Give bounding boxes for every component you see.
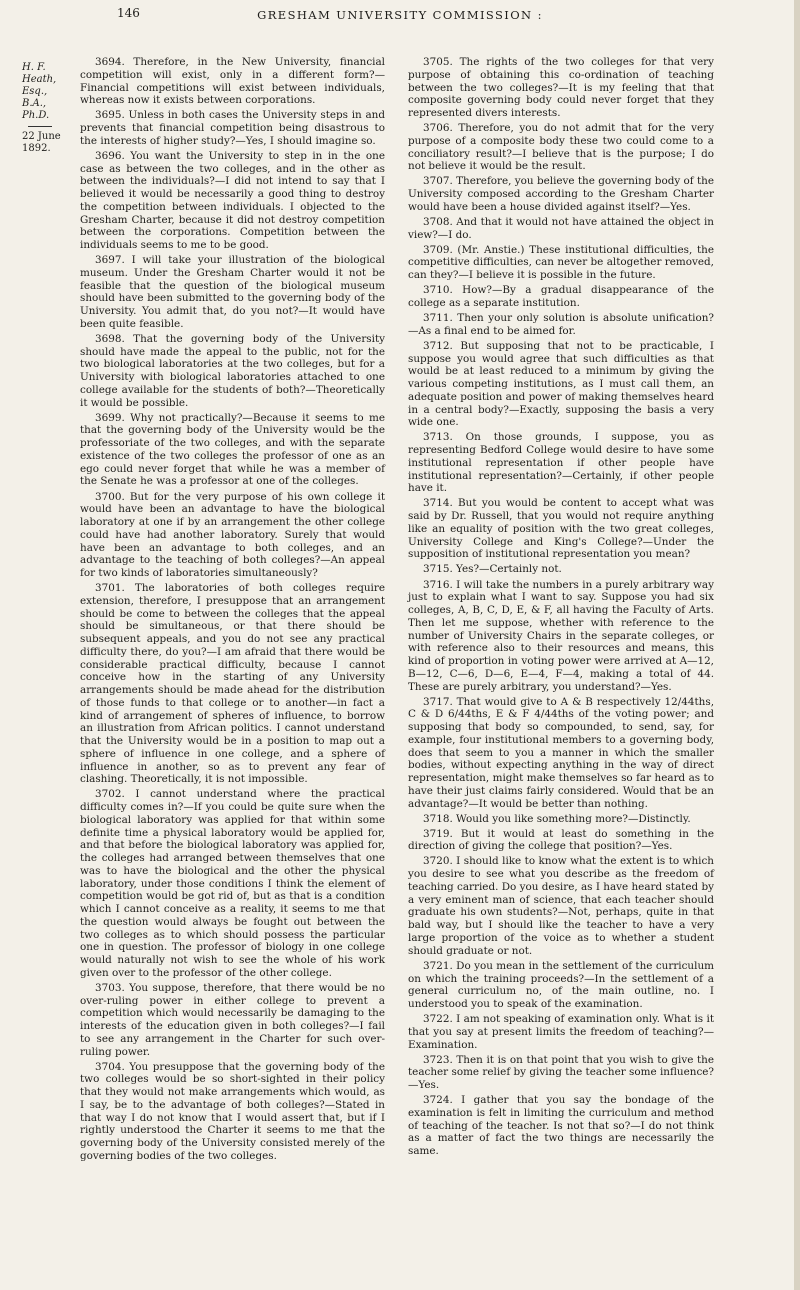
paragraph-3718: 3718. Would you like something more?—Distinctly. <box>423 812 691 825</box>
left-column <box>80 56 385 1165</box>
paragraph-3723: 3723. Then it is on that point that you wish to give the teacher some relief by giving the teacher some influence?—Yes. <box>408 1053 714 1092</box>
paragraph-3720: 3720. I should like to know what the extent is to which you desire to see what you describe as the freedom of teaching carried. Do you desire, as I have heard stated by a very eminent man of science, that each teacher should graduate his own students?—Not, perhaps, quite in that bald way, but I should like the teacher to have a very large proportion of the voice as to whether a student should graduate or not. <box>408 855 714 957</box>
paragraph-3710: 3710. How?—By a gradual disappearance of the college as a separate institution. <box>408 284 714 309</box>
paragraph-3697: 3697. I will take your illustration of the biological museum. Under the Gresham Charter would it not be feasible that the question of the biological museum should have been submitted to the governing body of the University. You admit that, do you not?—It would have been quite feasible. <box>80 254 385 330</box>
paragraph-3702: 3702. I cannot understand where the practical difficulty comes in?—If you could be quite sure when the biological laboratory was applied for that within some definite time a physical laboratory would be applied for, and that before the biological laboratory was applied for, the colleges had arranged between themselves that one was to have the biological and the other the physical laboratory, under those conditions I think the element of competition would be got rid of, but as that is a condition which I cannot conceive as a reality, it seems to me that the question would always be fought out between the two colleges as to which should possess the particular one in question. The professor of biology in one college would naturally not wish to see the whole of his work given over to the professor of the other college. <box>80 788 385 979</box>
paragraph-3704: 3704. You presuppose that the governing body of the two colleges would be so short-sighted in their policy that they would not make arrangements which would, as I say, be to the advantage of both colleges?—Stated in that way I do not know that I would assert that, but if I rightly understood the Charter it seems to me that the governing body of the University consisted merely of the governing bodies of the two colleges. <box>80 1060 385 1162</box>
paragraph-3696: 3696. You want the University to step in in the one case as between the two colleges, and in the other as between the individuals?—I did not intend to say that I believed it would be necessarily a good thing to destroy the competition between individuals. I objected to the Gresham Charter, because it did not destroy competition between the corporations. Competition between the individuals seems to me to be good. <box>80 149 385 252</box>
paragraph-3705: 3705. The rights of the two colleges for that very purpose of obtaining this co-ordination of teaching between the two colleges?—It is my feeling that that composite governing body could never forget that they represented divers interests. <box>408 56 714 119</box>
paragraph-3717: 3717. That would give to A & B respectively 12/44ths, C & D 6/44ths, E & F 4/44ths of the voting power; and supposing that body so compounded, to send, say, for example, four institutional members to a governing body, does that seem to you a manner in which the smaller bodies, without expecting anything in the way of direct representation, might make themselves so far heard as to have their just claims fairly considered. Would that be an advantage?—It would be better than nothing. <box>408 695 714 810</box>
paragraph-3712: 3712. But supposing that not to be practicable, I suppose you would agree that such difficulties as that would be at least reduced to a minimum by giving the various competing institutions, as I must call them, an adequate position and power of making themselves heard in a central body?—Exactly, supposing the basis a very wide one. <box>408 339 714 429</box>
paragraph-3699: 3699. Why not practically?—Because it seems to me that the governing body of the University would be the professoriate of the two colleges, and with the separate existence of the two colleges the professor of one as an ego could never forget that while he was a member of the Senate he was a professor at one of the colleges. <box>80 411 385 488</box>
running-title: GRESHAM UNIVERSITY COMMISSION : <box>257 8 543 22</box>
paragraph-3709: 3709. (Mr. Anstie.) These institutional difficulties, the competitive difficulties, can never be altogether removed, can they?—I believe it is possible in the future. <box>408 243 714 282</box>
paragraph-3694: 3694. Therefore, in the New University, financial competition will exist, only in a different form?— Financial competitions will exist between individuals, whereas now it exists between corporations. <box>80 56 385 107</box>
paragraph-3707: 3707. Therefore, you believe the governing body of the University composed according to the Gresham Charter would have been a house divided against itself?—Yes. <box>408 175 714 213</box>
paragraph-3706: 3706. Therefore, you do not admit that for the very purpose of a composite body these two could come to a conciliatory result?—I believe that is the purpose; I do not believe it would be the result. <box>408 122 714 173</box>
paragraph-3698: 3698. That the governing body of the University should have made the appeal to the public, not for the two biological laboratories at the two colleges, but for a University with biological laboratories attached to one college available for the students of both?—Theoretically it would be possible. <box>80 332 385 409</box>
paragraph-3721: 3721. Do you mean in the settlement of the curriculum on which the training proceeds?—In the settlement of a general curriculum no, of the main outline, no. I understood you to speak of the examination. <box>408 959 714 1010</box>
paragraph-3695: 3695. Unless in both cases the University steps in and prevents that financial competition being disastrous to the interests of higher study?—Yes, I should imagine so. <box>80 109 385 147</box>
paragraph-3700: 3700. But for the very purpose of his own college it would have been an advantage to have the biological laboratory at one if by an arrangement the other college could have had another laboratory. Surely that would have been an advantage to both colleges, and an advantage to the teaching of both colleges?—An appeal for two kinds of laboratories simultaneously? <box>80 490 385 580</box>
page-number: 146 <box>117 6 140 20</box>
paragraph-3711: 3711. Then your only solution is absolute unification?—As a final end to be aimed for. <box>408 312 714 337</box>
paragraph-3716: 3716. I will take the numbers in a purely arbitrary way just to explain what I want to say. Suppose you had six colleges, A, B, C, D, E, & F, all having the Faculty of Arts. Then let me suppose, whether with reference to the number of University Chairs in the separate colleges, or with reference also to their resources and means, this kind of proportion in voting power were arrived at A—12, B—12, C—6, D—6, E—4, F—4, making a total of 44. These are purely arbitrary, you understand?—Yes. <box>408 578 714 693</box>
paragraph-3713: 3713. On those grounds, I suppose, you as representing Bedford College would desire to have some institutional representation if other people have institutional representation?—Certainly, if other people have it. <box>408 431 714 495</box>
paragraph-3703: 3703. You suppose, therefore, that there would be no over-ruling power in either college to prevent a competition which would necessarily be damaging to the interests of the education given in both colleges?—I fail to see any arrangement in the Charter for such over-ruling power. <box>80 981 385 1058</box>
paragraph-3719: 3719. But it would at least do something in the direction of giving the college that position?—Yes. <box>408 827 714 853</box>
paragraph-3715: 3715. Yes?—Certainly not. <box>423 563 562 576</box>
paragraph-3701: 3701. The laboratories of both colleges require extension, therefore, I presuppose that an arrangement should be come to between the colleges that the appeal should be simultaneous, or that there should be subsequent appeals, and you do not see any practical difficulty there, do you?—I am afraid that there would be considerable practical difficulty, because I cannot conceive how in the starting of any University arrangements should be made ahead for the distribution of those funds to that college or to another—in fact a kind of arrangement of spheres of influence, to borrow an illustration from African politics. I cannot understand that the University would be in a position to map out a sphere of influence in one college, and a sphere of influence in another, so as to prevent any fear of clashing. Theoretically, it is not impossible. <box>80 582 385 786</box>
paragraph-3724: 3724. I gather that you say the bondage of the examination is felt in limiting the curriculum and method of teaching of the teacher. Is not that so?—I do not think as a matter of fact the two things are necessarily the same. <box>408 1094 714 1158</box>
evidence-date: 22 June 1892. <box>22 131 61 154</box>
witness-name: H. F. Heath, Esq., B.A., Ph.D. <box>22 62 57 121</box>
page-edge-shadow <box>794 0 800 1290</box>
paragraph-3722: 3722. I am not speaking of examination only. What is it that you say at present limits the freedom of teaching?—Examination. <box>408 1013 714 1051</box>
right-column <box>408 56 714 1160</box>
margin-rule <box>28 126 52 127</box>
paragraph-3714: 3714. But you would be content to accept what was said by Dr. Russell, that you would not require anything like an equality of position with the two great colleges, University College and King's College?—Under the supposition of institutional representation you mean? <box>408 497 714 561</box>
margin-note <box>22 62 72 155</box>
paragraph-3708: 3708. And that it would not have attained the object in view?—I do. <box>408 215 714 241</box>
